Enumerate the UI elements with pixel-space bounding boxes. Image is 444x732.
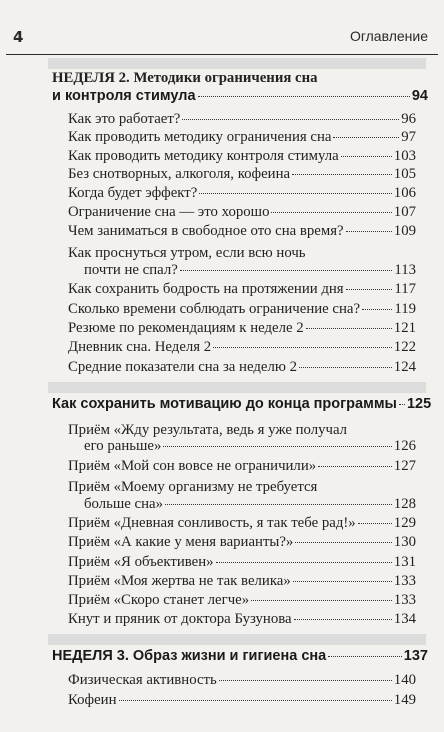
page-ref: 106 [393, 185, 416, 201]
toc-entry[interactable] [68, 339, 416, 356]
page-ref: 97 [401, 129, 416, 145]
section-divider-bar [48, 382, 426, 393]
section-heading-motivation[interactable] [52, 396, 432, 412]
toc-entry[interactable] [68, 129, 416, 146]
page-ref: 113 [394, 262, 416, 278]
page-ref: 103 [393, 148, 416, 164]
toc-entry[interactable] [68, 692, 416, 709]
entry-title: Приём «Мой сон вовсе не ограничили» [68, 458, 317, 474]
page-number: 4 [13, 28, 24, 46]
entry-title: Резюме по рекомендациям к неделе 2 [68, 320, 304, 336]
entry-title-line1: Как проснуться утром, если всю ночь [68, 245, 306, 261]
toc-entry[interactable] [68, 301, 416, 318]
page-ref: 149 [393, 692, 416, 708]
section-divider-bar [48, 58, 426, 69]
entry-title: Сколько времени соблюдать ограничение сна? [68, 301, 361, 317]
dot-leader [219, 680, 392, 681]
page-ref: 105 [393, 166, 416, 182]
dot-leader [346, 231, 392, 232]
section-heading-week2[interactable] [52, 88, 428, 104]
page-ref: 126 [393, 438, 416, 454]
toc-entry[interactable] [84, 262, 416, 279]
running-head: Оглавление [349, 28, 428, 44]
toc-entry[interactable] [68, 281, 416, 298]
entry-title: Как проводить методику контроля стимула [68, 148, 339, 164]
toc-entry[interactable] [68, 534, 416, 551]
toc-entry[interactable] [68, 166, 416, 183]
entry-title: Ограничение сна — это хорошо [68, 204, 270, 220]
page-ref: 124 [393, 359, 416, 375]
toc-entry[interactable] [68, 554, 416, 571]
dot-leader [306, 328, 392, 329]
page-ref: 134 [393, 611, 416, 627]
section-title: Как сохранить мотивацию до конца программы [52, 396, 397, 412]
page-ref: 107 [393, 204, 416, 220]
entry-title: Приём «Дневная сонливость, я так тебе рад!» [68, 515, 356, 531]
entry-title: Как сохранить бодрость на протяжении дня [68, 281, 344, 297]
toc-entry[interactable] [68, 223, 416, 240]
toc-entry[interactable] [68, 672, 416, 689]
dot-leader [292, 174, 392, 175]
page-ref: 96 [401, 111, 416, 127]
dot-leader [216, 562, 392, 563]
dot-leader [294, 619, 392, 620]
entry-title: Приём «Я объективен» [68, 554, 214, 570]
toc-entry[interactable] [68, 320, 416, 337]
dot-leader [341, 156, 392, 157]
entry-title: его раньше» [84, 438, 162, 454]
entry-title-line1: Приём «Жду результата, ведь я уже получал [68, 422, 348, 438]
dot-leader [399, 404, 405, 405]
page-ref: 133 [393, 592, 416, 608]
entry-title: Дневник сна. Неделя 2 [68, 339, 212, 355]
dot-leader [346, 289, 393, 290]
dot-leader [299, 367, 392, 368]
page-ref: 117 [394, 281, 416, 297]
dot-leader [251, 600, 392, 601]
dot-leader [293, 581, 392, 582]
page-ref: 140 [393, 672, 416, 688]
dot-leader [163, 446, 391, 447]
entry-title: Как проводить методику ограничения сна [68, 129, 332, 145]
toc-entry[interactable] [68, 148, 416, 165]
entry-title: Приём «Моя жертва не так велика» [68, 573, 291, 589]
page-ref: 128 [393, 496, 416, 512]
toc-entry[interactable] [68, 359, 416, 376]
section-title: НЕДЕЛЯ 3. Образ жизни и гигиена сна [52, 648, 327, 664]
toc-entry[interactable] [68, 185, 416, 202]
page-ref: 133 [393, 573, 416, 589]
toc-entry[interactable] [68, 111, 416, 128]
dot-leader [198, 96, 410, 97]
toc-entry[interactable] [84, 496, 416, 513]
entry-title: Когда будет эффект? [68, 185, 198, 201]
toc-entry[interactable] [84, 438, 416, 455]
toc-entry[interactable] [68, 573, 416, 590]
entry-title: больше сна» [84, 496, 163, 512]
toc-entry[interactable] [68, 515, 416, 532]
entry-title: Средние показатели сна за неделю 2 [68, 359, 297, 375]
dot-leader [295, 542, 391, 543]
page-ref: 122 [393, 339, 416, 355]
toc-entry[interactable] [68, 204, 416, 221]
section-divider-bar [48, 634, 426, 645]
dot-leader [358, 523, 392, 524]
dot-leader [328, 656, 402, 657]
entry-title: Как это работает? [68, 111, 181, 127]
entry-title: почти не спал? [84, 262, 178, 278]
entry-title: Кнут и пряник от доктора Бузунова [68, 611, 292, 627]
entry-title: Приём «А какие у меня варианты?» [68, 534, 294, 550]
entry-title-line1: Приём «Моему организму не требуется [68, 479, 318, 495]
toc-entry[interactable] [68, 458, 416, 475]
dot-leader [119, 700, 392, 701]
toc-entry[interactable] [68, 611, 416, 628]
entry-title: Кофеин [68, 692, 117, 708]
page-ref: 137 [403, 648, 428, 664]
dot-leader [362, 309, 392, 310]
page-ref: 94 [411, 88, 428, 104]
entry-title: Без снотворных, алкоголя, кофеина [68, 166, 291, 182]
dot-leader [271, 212, 391, 213]
dot-leader [199, 193, 391, 194]
dot-leader [213, 347, 392, 348]
toc-entry[interactable] [68, 592, 416, 609]
entry-title: Приём «Скоро станет легче» [68, 592, 250, 608]
page-ref: 125 [406, 396, 432, 412]
entry-title: Физическая активность [68, 672, 217, 688]
dot-leader [318, 466, 392, 467]
page-ref: 131 [393, 554, 416, 570]
section-title-line1: НЕДЕЛЯ 2. Методики ограничения сна [52, 70, 318, 86]
section-heading-week3[interactable] [52, 648, 428, 664]
dot-leader [333, 137, 399, 138]
entry-title: Чем заниматься в свободное ото сна время? [68, 223, 344, 239]
dot-leader [165, 504, 392, 505]
dot-leader [180, 270, 393, 271]
section-title: и контроля стимула [52, 88, 196, 104]
page-ref: 127 [393, 458, 416, 474]
page-ref: 130 [393, 534, 416, 550]
dot-leader [182, 119, 399, 120]
page-ref: 119 [394, 301, 416, 317]
page-ref: 121 [393, 320, 416, 336]
page-ref: 129 [393, 515, 416, 531]
page-ref: 109 [393, 223, 416, 239]
